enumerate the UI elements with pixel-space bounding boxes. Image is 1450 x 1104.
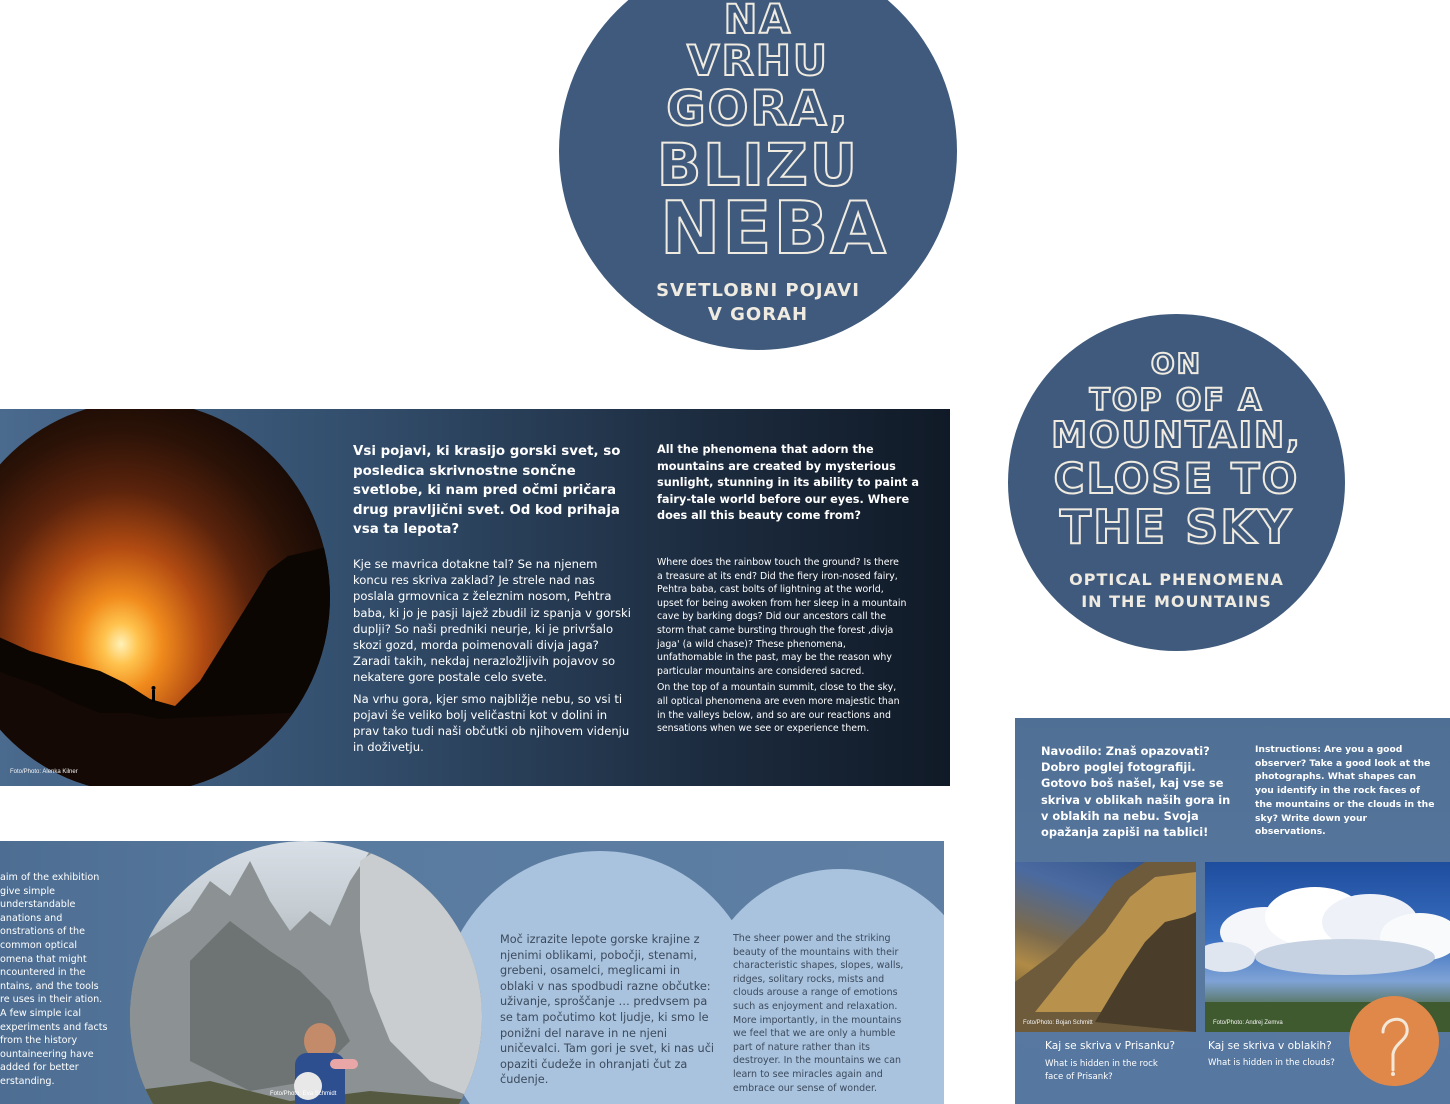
exhibition-aim-text: aim of the exhibition give simple understandable anations and onstrations of the common optical omena that might ncountered in the ntains, and the tools re uses in their ation. A few simple ical experiments and facts from the history ountaineering have added for better erstanding. (0, 872, 108, 1087)
prisank-rock-photo (1015, 862, 1196, 1032)
question-prisank-sl: Kaj se skriva v Prisanku? (1045, 1040, 1176, 1052)
mountains-text-en: The sheer power and the striking beauty of the mountains with their characteristic shapes, slopes, walls, ridges, solitary rocks, mists and clouds arouse a range of emotions such as enjoyment and relaxation. More importantly, in the mountains we feel that we are only a humble part of nature rather than its destroyer. In the mountains we can learn to see miracles again and embrace our sense of wonder. (733, 933, 904, 1094)
mountains-panel (0, 841, 944, 1104)
title-en-line-1: ON (1150, 347, 1203, 380)
title-sl-line-4: BLIZU (657, 131, 859, 199)
subtitle-en-line-2: IN THE MOUNTAINS (1081, 592, 1272, 611)
mountain-silhouette (0, 409, 330, 786)
photo-credit-clouds: Foto/Photo: Andrej Zemva (1213, 1020, 1283, 1026)
photo-credit-sunset: Foto/Photo: Alenka Kilner (10, 769, 78, 775)
question-hook-glyph (1349, 996, 1439, 1086)
hiker-photo (130, 841, 482, 1104)
subtitle-en-line-1: OPTICAL PHENOMENA (1069, 570, 1284, 589)
subtitle-sl-line-2: V GORAH (707, 304, 809, 325)
title-en-line-2: TOP OF A (1089, 383, 1264, 418)
title-sl-line-2: VRHU (686, 36, 830, 85)
intro-body-en (657, 556, 907, 739)
intro-lead-sl: Vsi pojavi, ki krasijo gorski svet, so posledica skrivnostne sončne svetlobe, ki nam pred očmi pričara drug pravljični svet. Od kod prihaja vsa ta lepota? (353, 444, 621, 537)
title-circle-english (1008, 314, 1345, 651)
question-clouds-en: What is hidden in the clouds? (1208, 1058, 1335, 1068)
intro-body-sl-p1: Kje se mavrica dotakne tal? Se na njenem koncu res skriva zaklad? Je strele nad nas poslala grmovnica z železnim nosom, Pehtra baba, ki jo je pasji lajež zbudil iz spanja v gorski duplji? So naši predniki neurje, ki je privršalo skozi gozd, morda poimenovali divja jaga? Zaradi takih, nekdaj nerazložljivih pojavov so nekatere gore postale celo svete. (353, 557, 631, 685)
title-sl-line-3: GORA, (666, 81, 850, 137)
title-circle-slovenian (559, 0, 957, 350)
instructions-en: Instructions: Are you a good observer? Take a good look at the photographs. What shapes can you identify in the rock faces of the mountains or the clouds in the sky? Write down your observations. (1255, 744, 1435, 838)
rock-face-illustration (1015, 862, 1196, 1032)
mountains-text-sl: Moč izrazite lepote gorske krajine z njenimi oblikami, pobočji, stenami, grebeni, osamelci, meglicami in oblaki v nas spodbudi razne občutke: uživanje, sproščanje … predvsem pa se tam počutimo kot ljudje, ki smo le ponižni del narave in ne njeni uničevalci. Tam gori je svet, ki nas uči opaziti čudeže in ohranjati čut za čudenje. (500, 933, 715, 1087)
intro-lead-en: All the phenomena that adorn the mountains are created by mysterious sunlight, stunning in its ability to paint a fairy-tale world before our eyes. Where does all this beauty come from? (657, 443, 919, 522)
intro-body-en-p1: Where does the rainbow touch the ground? Is there a treasure at its end? Did the fiery iron-nosed fairy, Pehtra baba, cast bolts of lightning at the world, upset for being awoken from her sleep in a mountain cave by barking dogs? Did our ancestors call the storm that came bursting through the forest ‚divja jaga' (a wild chase)? These phenomena, unfathomable in the past, may be the reason why particular mountains are considered sacred. (657, 557, 907, 677)
title-sl-line-1: NA (723, 0, 793, 43)
intro-body-sl (353, 556, 633, 760)
title-en-line-5: THE SKY (1059, 500, 1294, 554)
title-sl-line-5: NEBA (659, 186, 889, 270)
question-prisank-en: What is hidden in the rock face of Prisank? (1045, 1059, 1158, 1082)
subtitle-sl-line-1: SVETLOBNI POJAVI (656, 280, 860, 301)
title-en-line-4: CLOSE TO (1053, 454, 1300, 503)
question-clouds-sl: Kaj se skriva v oblakih? (1208, 1040, 1332, 1052)
photo-credit-hiker: Foto/Photo: Eva Schmidt (270, 1091, 337, 1097)
intro-body-en-p2: On the top of a mountain summit, close to the sky, all optical phenomena are even more majestic than in the valleys below, and so are our reactions and sensations when we see or experience them. (657, 682, 900, 735)
instructions-sl: Navodilo: Znaš opazovati? Dobro poglej fotografiji. Gotovo boš našel, kaj vse se skriva v oblikah naših gora in v oblakih na nebu. Svoja opažanja zapiši na tablici! (1041, 744, 1231, 840)
intro-body-sl-p2: Na vrhu gora, kjer smo najbližje nebu, so vsi ti pojavi še veliko bolj veličastni kot v dolini in prav tako tudi naši občutki ob njihovem videnju in doživetju. (353, 691, 630, 755)
sunset-photo (0, 409, 330, 786)
photo-credit-rock: Foto/Photo: Bojan Schmitt (1023, 1020, 1093, 1026)
question-hook-icon (1349, 996, 1439, 1086)
rocky-peaks-illustration (130, 841, 482, 1104)
title-en-line-3: MOUNTAIN, (1051, 415, 1302, 456)
